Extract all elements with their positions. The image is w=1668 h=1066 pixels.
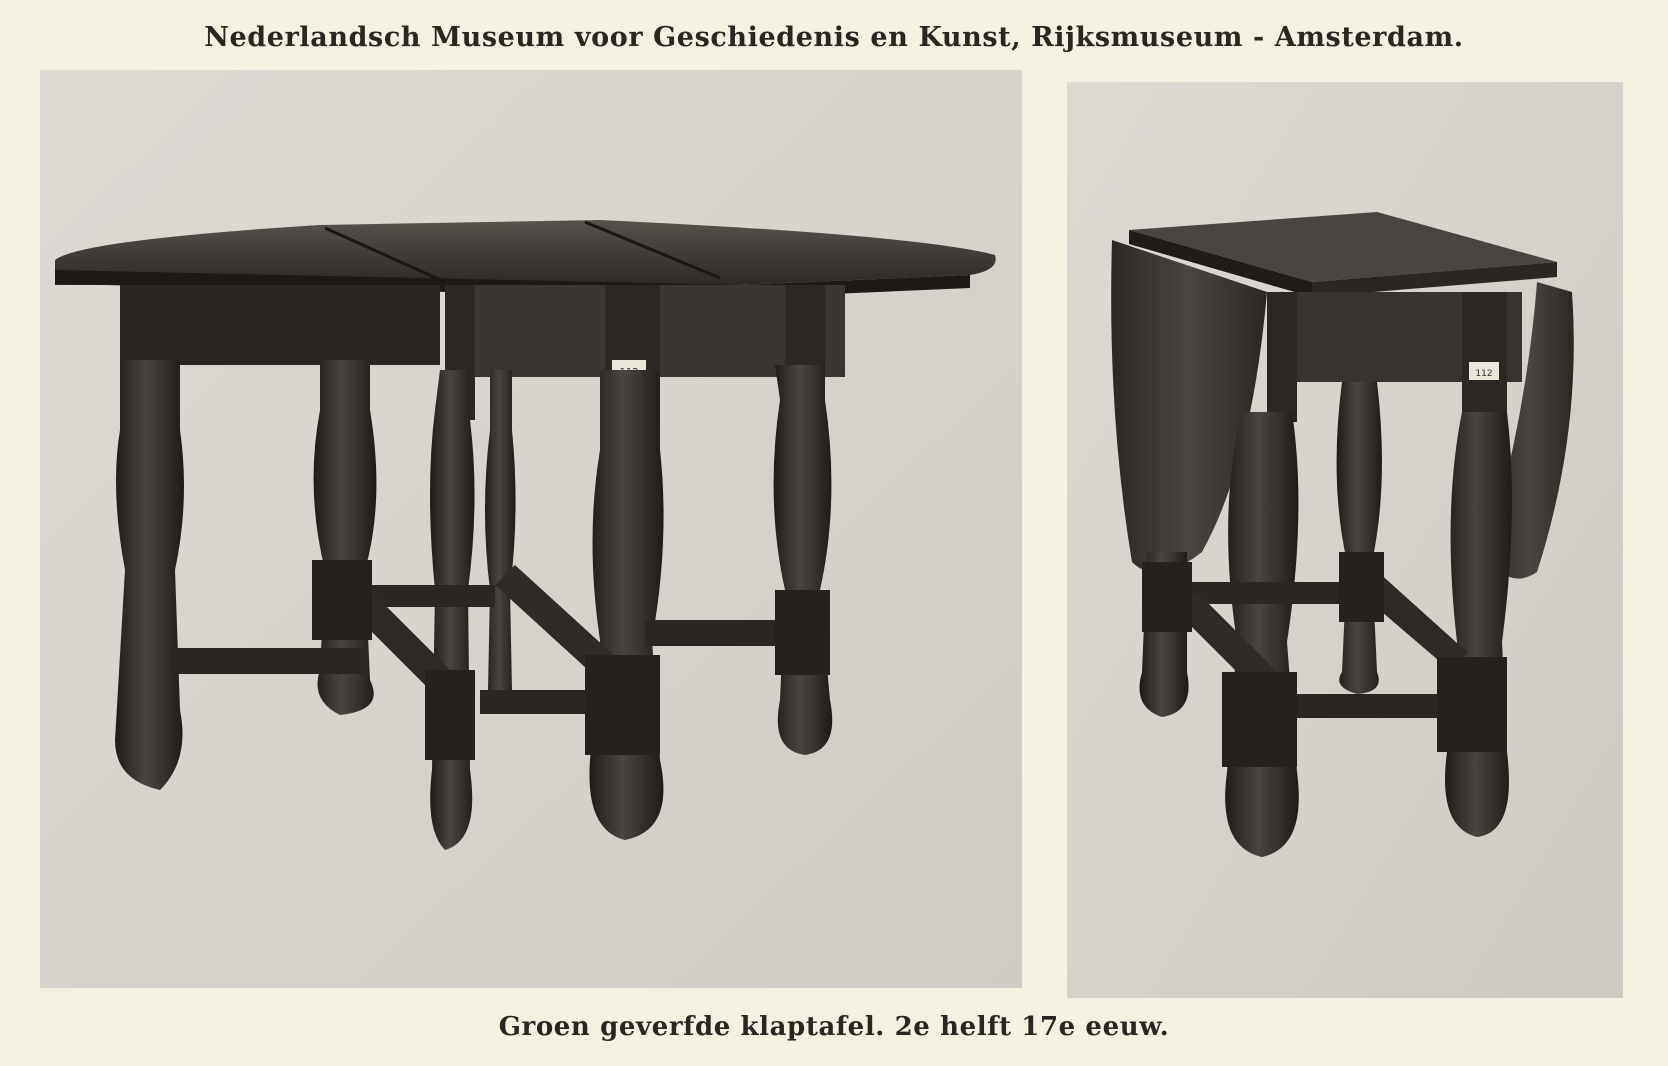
table-folded-illustration <box>1067 82 1623 998</box>
photo-table-open <box>40 70 1022 988</box>
photo-caption: Groen geverfde klaptafel. 2e helft 17e eeuw. <box>498 1012 1170 1042</box>
photo-table-folded <box>1067 82 1623 998</box>
tag-number: 112 <box>1475 369 1493 379</box>
museum-title: Nederlandsch Museum voor Geschiedenis en Kunst, Rijksmuseum - Amsterdam. <box>204 22 1464 53</box>
table-open-illustration <box>40 70 1022 988</box>
